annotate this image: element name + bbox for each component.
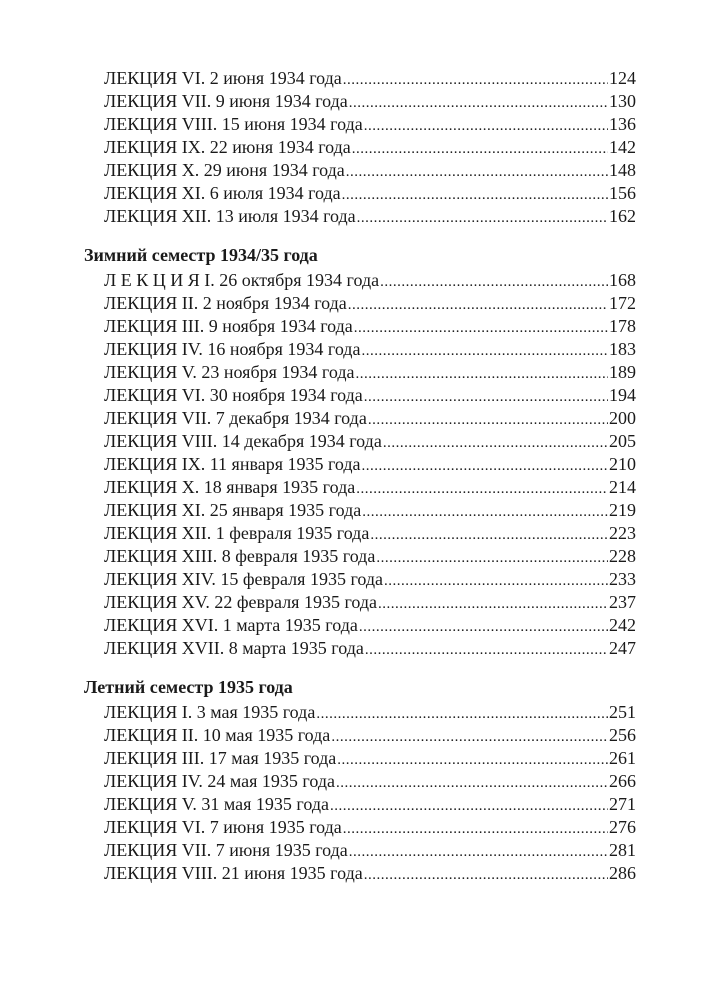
toc-entry-label: ЛЕКЦИЯ XV. 22 февраля 1935 года	[104, 592, 378, 612]
toc-entry-label: ЛЕКЦИЯ II. 2 ноября 1934 года	[104, 293, 347, 313]
toc-entry-page-number: 256	[609, 725, 636, 745]
toc-entry-page-number: 178	[609, 316, 636, 336]
toc-entry-list	[0, 269, 702, 660]
toc-entry-label: ЛЕКЦИЯ V. 23 ноября 1934 года	[104, 362, 355, 382]
dot-leader	[331, 726, 608, 749]
dot-leader	[370, 524, 608, 547]
toc-entry-page-number: 247	[609, 638, 636, 658]
toc-entry[interactable]	[104, 568, 636, 591]
dot-leader	[343, 69, 608, 92]
dot-leader	[364, 115, 608, 138]
toc-entry-label: ЛЕКЦИЯ VI. 2 июня 1934 года	[104, 68, 342, 88]
dot-leader	[361, 340, 608, 363]
toc-entry-label: ЛЕКЦИЯ X. 29 июня 1934 года	[104, 160, 345, 180]
toc-entry-page-number: 210	[609, 454, 636, 474]
dot-leader	[348, 294, 608, 317]
toc-entry-label: ЛЕКЦИЯ VIII. 15 июня 1934 года	[104, 114, 363, 134]
dot-leader	[368, 409, 608, 432]
toc-entry-page-number: 237	[609, 592, 636, 612]
dot-leader	[362, 455, 608, 478]
toc-section	[0, 676, 702, 885]
toc-entry-label: ЛЕКЦИЯ VIII. 21 июня 1935 года	[104, 863, 363, 883]
toc-entry-label: ЛЕКЦИЯ XVI. 1 марта 1935 года	[104, 615, 358, 635]
toc-entry-page-number: 148	[609, 160, 636, 180]
dot-leader	[357, 207, 608, 230]
toc-entry-label: ЛЕКЦИЯ III. 9 ноября 1934 года	[104, 316, 353, 336]
toc-entry-page-number: 205	[609, 431, 636, 451]
dot-leader	[342, 184, 608, 207]
toc-entry[interactable]	[104, 701, 636, 724]
toc-entry-page-number: 286	[609, 863, 636, 883]
dot-leader	[364, 864, 608, 887]
section-title: Зимний семестр 1934/35 года	[84, 245, 318, 265]
toc-entry-page-number: 130	[609, 91, 636, 111]
dot-leader	[362, 501, 608, 524]
toc-entry-label: ЛЕКЦИЯ XVII. 8 марта 1935 года	[104, 638, 364, 658]
toc-entry-page-number: 251	[609, 702, 636, 722]
toc-entry-page-number: 242	[609, 615, 636, 635]
toc-entry-page-number: 194	[609, 385, 636, 405]
toc-entry-label: ЛЕКЦИЯ X. 18 января 1935 года	[104, 477, 356, 497]
toc-entry-page-number: 124	[609, 68, 636, 88]
toc-entry-label: ЛЕКЦИЯ XII. 13 июля 1934 года	[104, 206, 356, 226]
toc-entry-page-number: 142	[609, 137, 636, 157]
toc-entry-label: ЛЕКЦИЯ II. 10 мая 1935 года	[104, 725, 331, 745]
dot-leader	[349, 841, 608, 864]
dot-leader	[336, 772, 608, 795]
toc-entry[interactable]	[104, 338, 636, 361]
dot-leader	[383, 432, 608, 455]
toc-entry-page-number: 223	[609, 523, 636, 543]
toc-entry-page-number: 136	[609, 114, 636, 134]
toc-entry[interactable]	[104, 361, 636, 384]
dot-leader	[376, 547, 608, 570]
toc-entry[interactable]	[104, 637, 636, 660]
toc-entry[interactable]	[104, 292, 636, 315]
toc-entry[interactable]	[104, 407, 636, 430]
toc-entry-label: ЛЕКЦИЯ XIII. 8 февраля 1935 года	[104, 546, 376, 566]
toc-entry[interactable]	[104, 591, 636, 614]
toc-entry[interactable]	[104, 182, 636, 205]
dot-leader	[378, 593, 608, 616]
toc-entry-page-number: 189	[609, 362, 636, 382]
toc-entry-label: ЛЕКЦИЯ VI. 30 ноября 1934 года	[104, 385, 363, 405]
toc-entry-label: ЛЕКЦИЯ XI. 25 января 1935 года	[104, 500, 362, 520]
dot-leader	[356, 478, 608, 501]
toc-entry[interactable]	[104, 205, 636, 228]
toc-entry-list	[0, 67, 702, 228]
toc-entry-label: ЛЕКЦИЯ VIII. 14 декабря 1934 года	[104, 431, 382, 451]
toc-entry-label: ЛЕКЦИЯ IV. 24 мая 1935 года	[104, 771, 335, 791]
toc-entry[interactable]	[104, 747, 636, 770]
toc-entry-label: Л Е К Ц И Я I. 26 октября 1934 года	[104, 270, 380, 290]
toc-section	[0, 244, 702, 660]
toc-entry-label: ЛЕКЦИЯ XI. 6 июля 1934 года	[104, 183, 341, 203]
toc-entry-label: ЛЕКЦИЯ IX. 11 января 1935 года	[104, 454, 361, 474]
toc-entry-list	[0, 701, 702, 885]
toc-entry[interactable]	[104, 862, 636, 885]
toc-entry[interactable]	[104, 384, 636, 407]
toc-entry-page-number: 162	[609, 206, 636, 226]
toc-entry-label: ЛЕКЦИЯ VII. 9 июня 1934 года	[104, 91, 348, 111]
toc-entry-page-number: 233	[609, 569, 636, 589]
dot-leader	[365, 639, 608, 662]
toc-entry[interactable]	[104, 839, 636, 862]
toc-entry[interactable]	[104, 793, 636, 816]
toc-entry-page-number: 228	[609, 546, 636, 566]
dot-leader	[359, 616, 608, 639]
dot-leader	[380, 271, 608, 294]
toc-entry[interactable]	[104, 159, 636, 182]
dot-leader	[349, 92, 608, 115]
section-title: Летний семестр 1935 года	[84, 677, 293, 697]
toc-entry-page-number: 183	[609, 339, 636, 359]
toc-entry-page-number: 261	[609, 748, 636, 768]
toc-entry[interactable]	[104, 90, 636, 113]
dot-leader	[355, 363, 608, 386]
dot-leader	[346, 161, 608, 184]
toc-entry[interactable]	[104, 136, 636, 159]
toc-entry[interactable]	[104, 724, 636, 747]
toc-entry-label: ЛЕКЦИЯ IV. 16 ноября 1934 года	[104, 339, 361, 359]
dot-leader	[316, 703, 608, 726]
toc-entry[interactable]	[104, 476, 636, 499]
toc-entry[interactable]	[104, 315, 636, 338]
dot-leader	[364, 386, 608, 409]
toc-entry[interactable]	[104, 499, 636, 522]
toc-entry[interactable]	[104, 269, 636, 292]
toc-entry[interactable]	[104, 816, 636, 839]
toc-entry-label: ЛЕКЦИЯ VI. 7 июня 1935 года	[104, 817, 342, 837]
dot-leader	[343, 818, 608, 841]
toc-entry-label: ЛЕКЦИЯ VII. 7 июня 1935 года	[104, 840, 348, 860]
toc-entry-page-number: 281	[609, 840, 636, 860]
toc-entry[interactable]	[104, 113, 636, 136]
toc-entry[interactable]	[104, 430, 636, 453]
toc-entry[interactable]	[104, 770, 636, 793]
toc-section	[0, 67, 702, 228]
toc-entry[interactable]	[104, 545, 636, 568]
toc-entry-label: ЛЕКЦИЯ IX. 22 июня 1934 года	[104, 137, 351, 157]
dot-leader	[330, 795, 608, 818]
toc-entry-label: ЛЕКЦИЯ XII. 1 февраля 1935 года	[104, 523, 370, 543]
toc-entry-page-number: 266	[609, 771, 636, 791]
toc-entry-label: ЛЕКЦИЯ XIV. 15 февраля 1935 года	[104, 569, 384, 589]
toc-entry[interactable]	[104, 453, 636, 476]
toc-entry-page-number: 219	[609, 500, 636, 520]
toc-entry[interactable]	[104, 614, 636, 637]
toc-entry-page-number: 214	[609, 477, 636, 497]
toc-entry-label: ЛЕКЦИЯ VII. 7 декабря 1934 года	[104, 408, 367, 428]
toc-entry-page-number: 200	[609, 408, 636, 428]
toc-entry[interactable]	[104, 67, 636, 90]
dot-leader	[337, 749, 608, 772]
dot-leader	[384, 570, 608, 593]
toc-entry-page-number: 271	[609, 794, 636, 814]
toc-entry-page-number: 168	[609, 270, 636, 290]
toc-entry-label: ЛЕКЦИЯ III. 17 мая 1935 года	[104, 748, 337, 768]
toc-entry-page-number: 276	[609, 817, 636, 837]
toc-entry-page-number: 156	[609, 183, 636, 203]
toc-entry[interactable]	[104, 522, 636, 545]
dot-leader	[354, 317, 608, 340]
toc-entry-page-number: 172	[609, 293, 636, 313]
table-of-contents	[0, 67, 702, 885]
dot-leader	[352, 138, 608, 161]
toc-entry-label: ЛЕКЦИЯ V. 31 мая 1935 года	[104, 794, 329, 814]
toc-entry-label: ЛЕКЦИЯ I. 3 мая 1935 года	[104, 702, 316, 722]
